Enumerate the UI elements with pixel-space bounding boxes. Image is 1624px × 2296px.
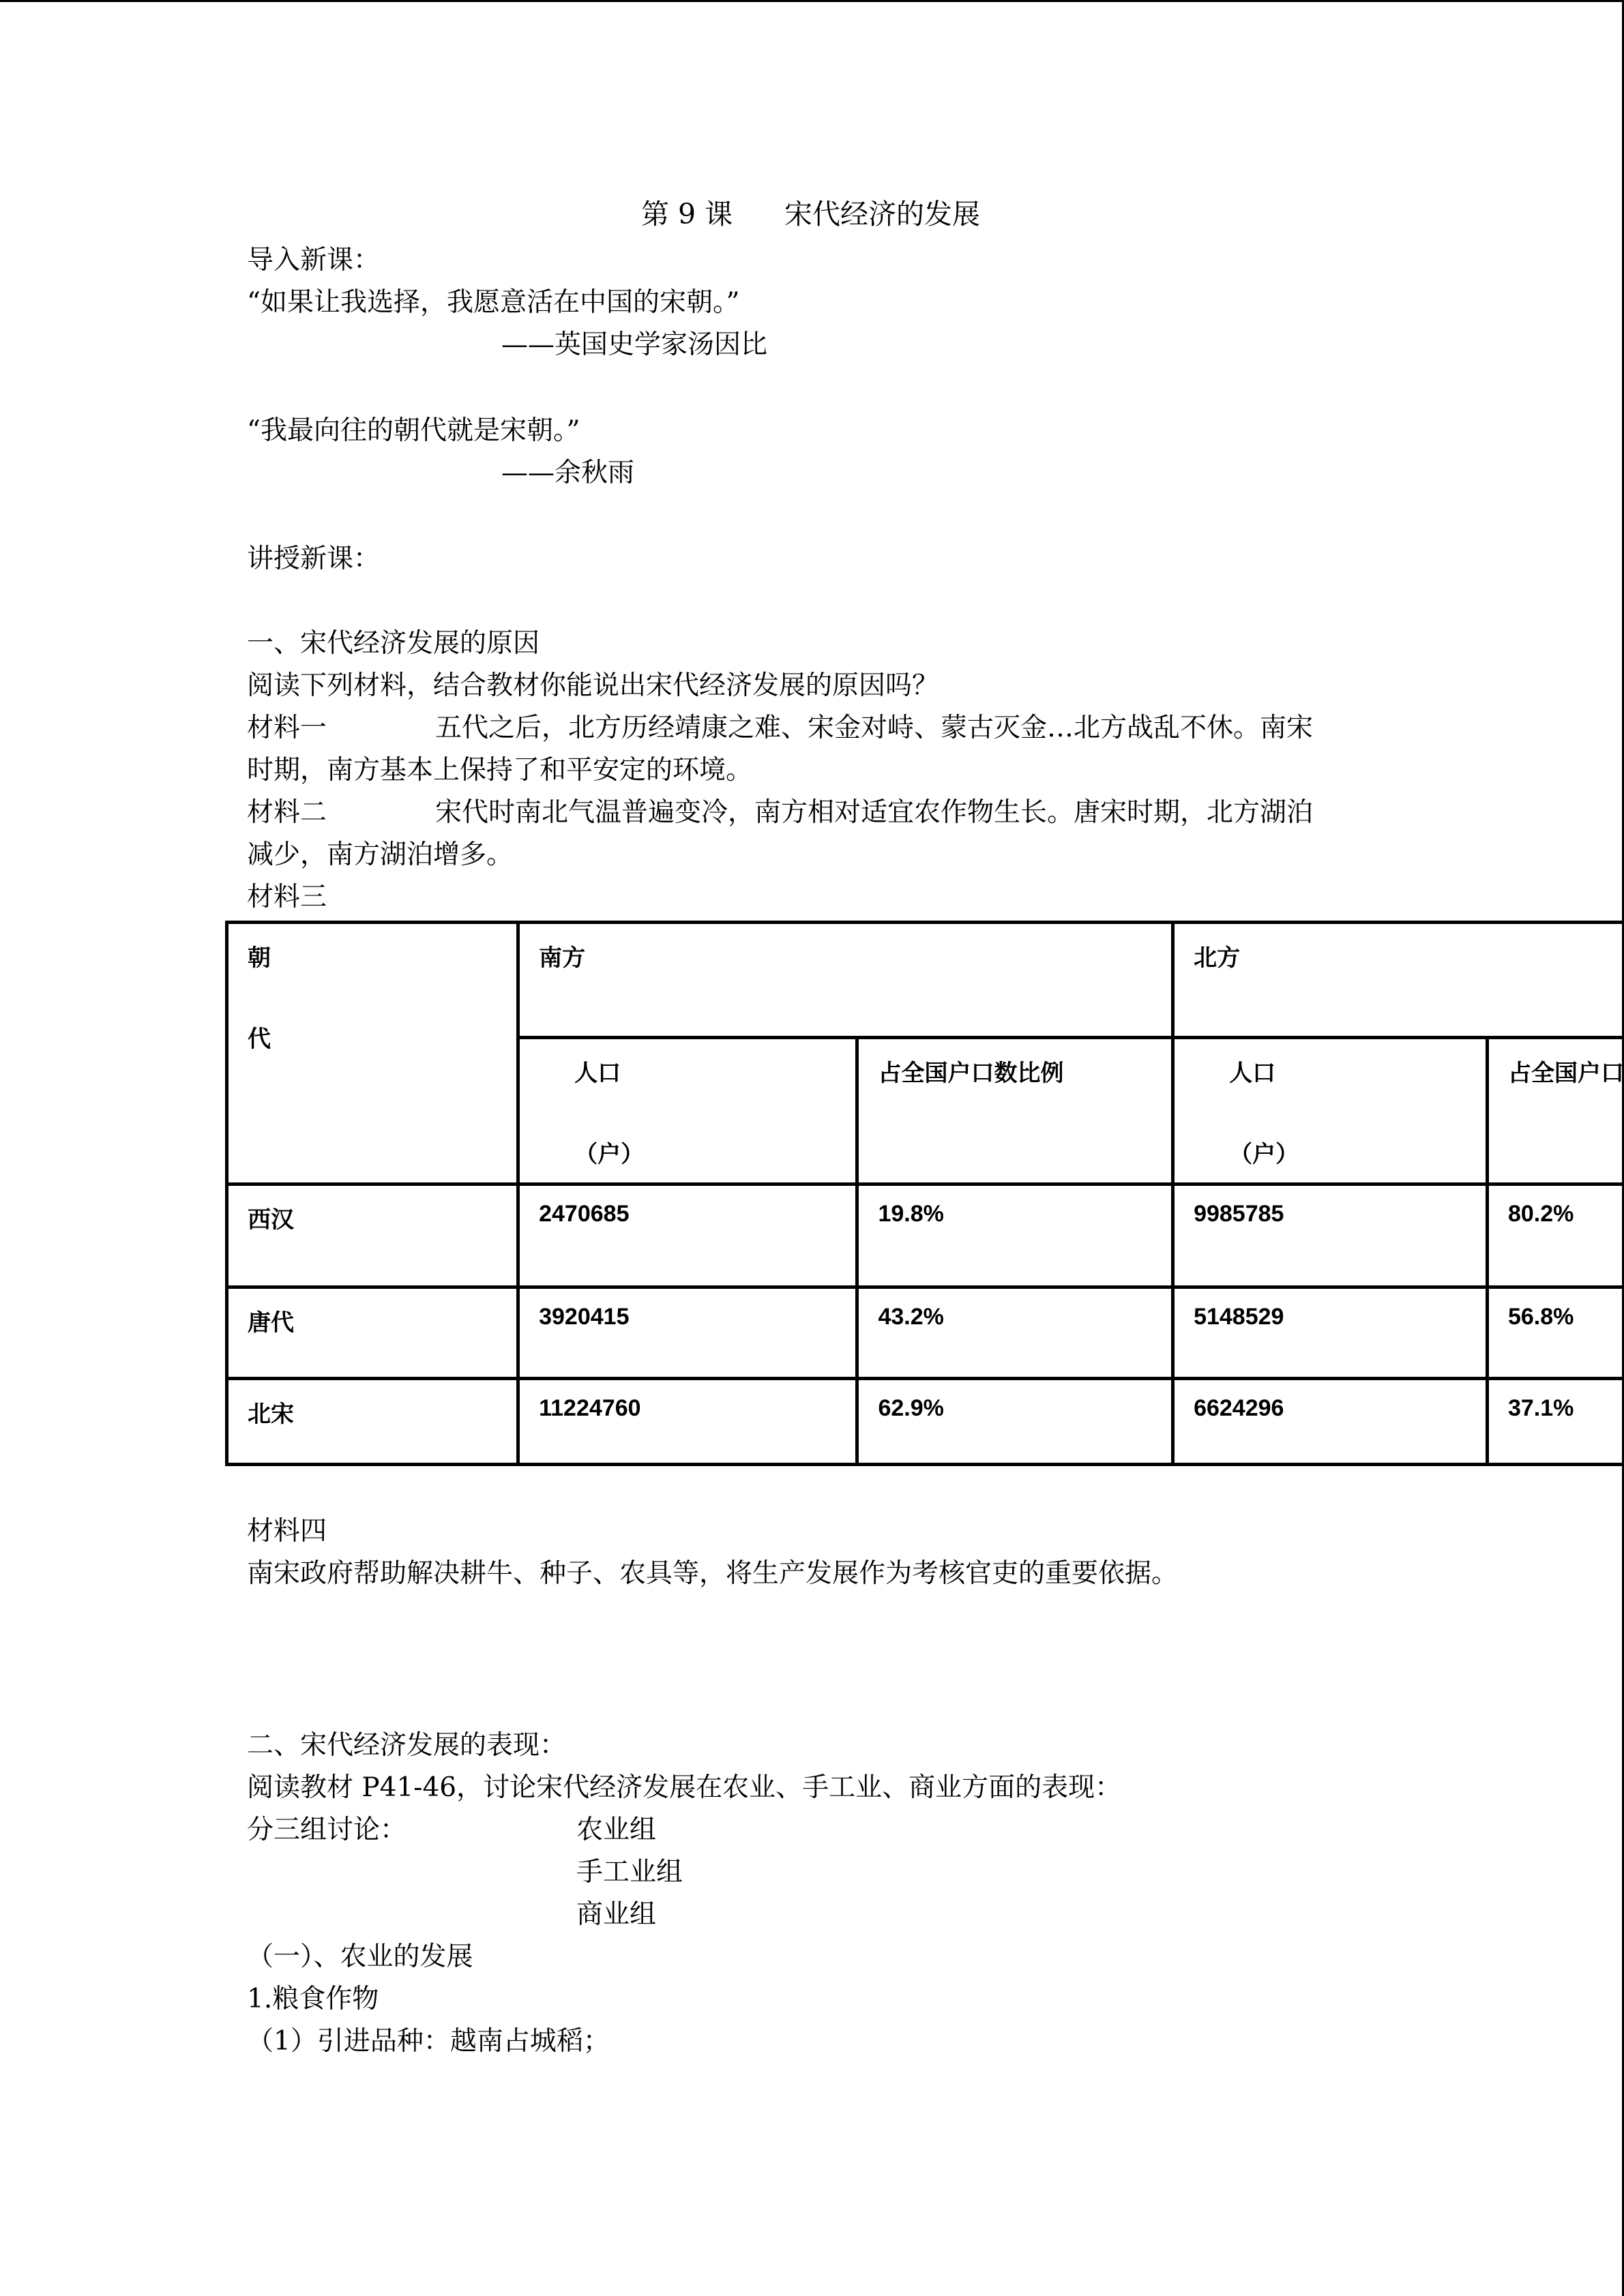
table-row [227,1379,1624,1465]
material2-text-line2: 减少，南方湖泊增多。 [247,839,514,870]
material2-label: 材料二 [247,797,327,828]
group-commerce: 商业组 [576,1899,657,1930]
material1-text-line1: 五代之后，北方历经靖康之难、宋金对峙、蒙古灭金…北方战乱不休。南宋 [435,713,1314,743]
row-south-ratio: 43.2% [857,1287,1173,1379]
row-dynasty: 北宋 [227,1379,518,1465]
champa-rice-item: （1）引进品种：越南占城稻； [247,2026,610,2057]
table-row [227,1184,1624,1287]
row-north-ratio: 37.1% [1487,1379,1624,1465]
north-ratio-header: 占全国户口 [1487,1038,1624,1184]
south-header: 南方 [518,923,1173,1038]
lesson-number: 第 9 课 [641,198,733,230]
row-north-pop: 9985785 [1173,1184,1488,1287]
lecture-heading: 讲授新课： [247,543,381,574]
table-row [227,1287,1624,1379]
row-south-pop: 2470685 [518,1184,857,1287]
row-south-ratio: 62.9% [857,1379,1173,1465]
section2-heading: 二、宋代经济发展的表现： [247,1730,567,1761]
group-label: 分三组讨论： [247,1815,407,1845]
quote-yu: “我最向往的朝代就是宋朝。” [247,415,580,446]
group-agriculture: 农业组 [576,1815,657,1845]
row-south-ratio: 19.8% [857,1184,1173,1287]
dynasty-header: 朝 代 [227,923,518,1184]
material1-label: 材料一 [247,713,327,743]
material4-label: 材料四 [247,1516,327,1547]
lesson-title: 宋代经济的发展 [784,198,980,230]
section1-heading: 一、宋代经济发展的原因 [247,628,540,659]
row-north-pop: 6624296 [1173,1379,1488,1465]
row-north-pop: 5148529 [1173,1287,1488,1379]
section2-prompt: 阅读教材 P41-46，讨论宋代经济发展在农业、手工业、商业方面的表现： [247,1772,1122,1803]
south-population-header: 人口 （户） [518,1038,857,1184]
material4-text: 南宋政府帮助解决耕牛、种子、农具等，将生产发展作为考核官吏的重要依据。 [247,1558,1179,1589]
quote-toynbee: “如果让我选择，我愿意活在中国的宋朝。” [247,287,740,318]
quote-yu-source: ——余秋雨 [501,458,635,488]
north-header: 北方 [1173,923,1624,1038]
row-south-pop: 3920415 [518,1287,857,1379]
group-handicraft: 手工业组 [576,1857,683,1888]
row-dynasty: 西汉 [227,1184,518,1287]
grain-crops-item: 1.粮食作物 [247,1984,379,2014]
material2-text-line1: 宋代时南北气温普遍变冷，南方相对适宜农作物生长。唐宋时期，北方湖泊 [435,797,1314,828]
row-north-ratio: 80.2% [1487,1184,1624,1287]
row-dynasty: 唐代 [227,1287,518,1379]
material3-label: 材料三 [247,882,327,912]
row-south-pop: 11224760 [518,1379,857,1465]
quote-toynbee-source: ——英国史学家汤因比 [501,329,768,360]
agriculture-heading: （一）、农业的发展 [247,1941,473,1972]
material1-text-line2: 时期，南方基本上保持了和平安定的环境。 [247,755,753,786]
row-north-ratio: 56.8% [1487,1287,1624,1379]
intro-heading: 导入新课： [247,245,381,275]
section1-prompt: 阅读下列材料，结合教材你能说出宋代经济发展的原因吗？ [247,670,939,701]
north-population-header: 人口 （户） [1173,1038,1488,1184]
population-table [225,921,1624,1466]
south-ratio-header: 占全国户口数比例 [857,1038,1173,1184]
